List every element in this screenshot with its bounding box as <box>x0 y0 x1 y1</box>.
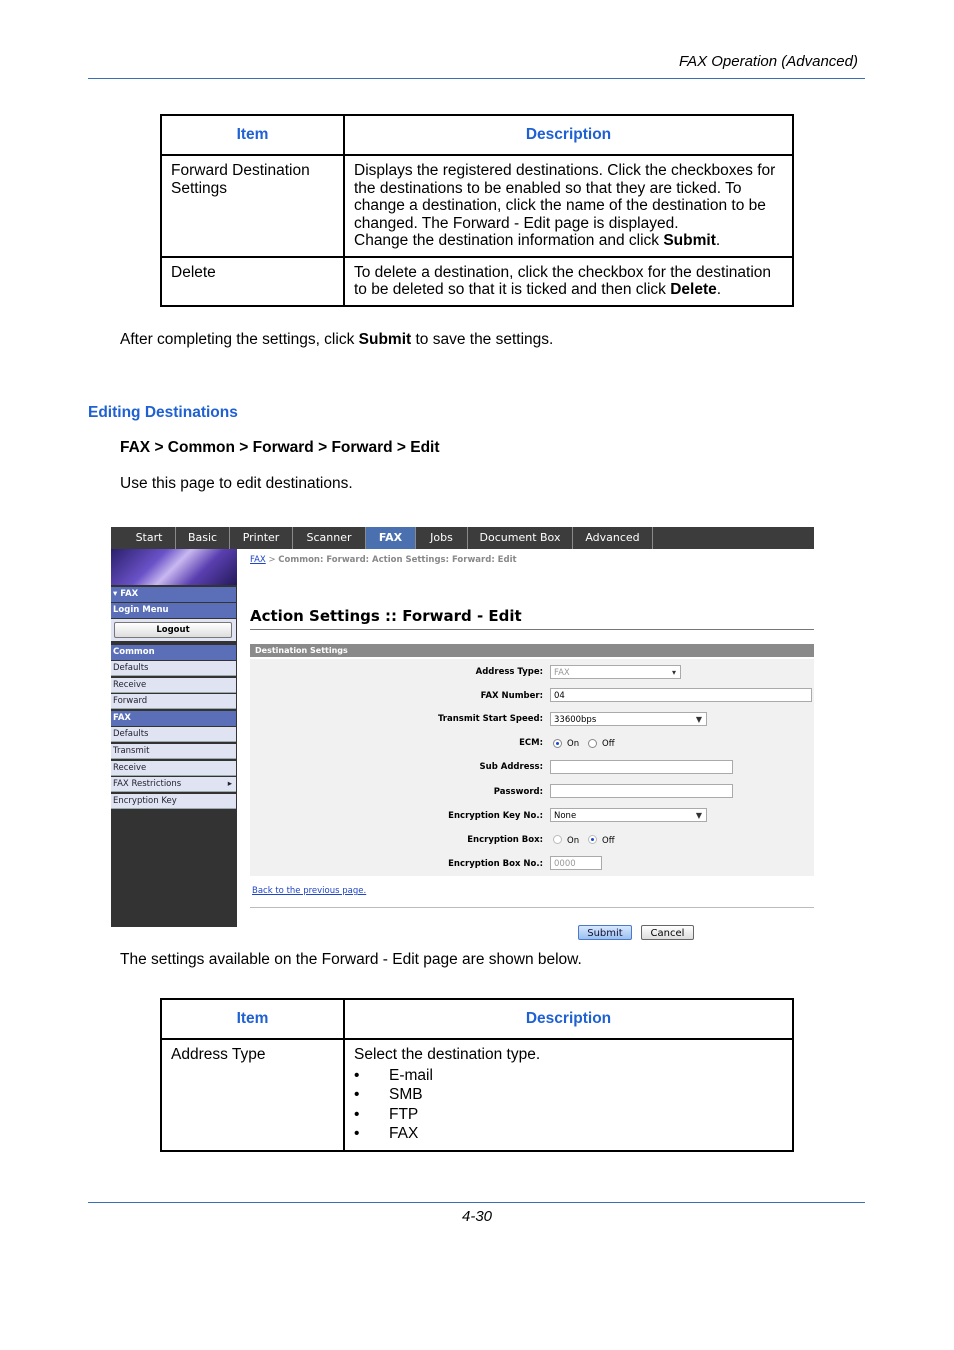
after-settings-note: After completing the settings, click Submit to save the settings. <box>120 331 554 348</box>
ecm-on-label: On <box>567 739 580 749</box>
header-rule <box>88 78 865 79</box>
col-item-header: Item <box>161 115 344 155</box>
encryption-box-on-radio[interactable] <box>553 835 562 844</box>
section-heading: Editing Destinations <box>88 404 238 421</box>
tab-basic[interactable]: Basic <box>176 527 230 549</box>
col-description-header: Description <box>344 999 793 1039</box>
caret-down-icon: ▾ <box>113 589 118 599</box>
item-cell: Address Type <box>161 1039 344 1151</box>
forward-edit-screenshot <box>111 527 814 939</box>
sidebar-login-menu: Login Menu <box>111 603 236 618</box>
ecm-off-radio[interactable] <box>588 739 597 748</box>
chevron-down-icon: ▼ <box>695 715 702 724</box>
sidebar-fax-header: ▾ FAX <box>111 587 236 602</box>
tab-scanner[interactable]: Scanner <box>293 527 366 549</box>
encryption-key-no-label: Encryption Key No.: <box>448 811 543 821</box>
transmit-speed-select[interactable]: 33600bps ▼ <box>550 712 707 726</box>
tab-fax[interactable]: FAX <box>366 527 416 549</box>
destination-settings-bar: Destination Settings <box>250 644 814 657</box>
description-cell: To delete a destination, click the checkbox for the destination to be deleted so that it is ticked and then click Delete. <box>344 257 793 306</box>
encryption-box-off-radio[interactable] <box>588 835 597 844</box>
below-text: The settings available on the Forward - Edit page are shown below. <box>120 951 582 968</box>
chevron-down-icon: ▾ <box>671 668 676 677</box>
tab-start[interactable]: Start <box>123 527 176 549</box>
description-cell: Displays the registered destinations. Click the checkboxes for the destinations to be enabled so that they are ticked. To change a destination, click the name of the destination to be changed. The Forward - Edit page is displayed. Change the destination information and click Submit. <box>344 155 793 257</box>
sidebar-item-transmit[interactable]: Transmit <box>111 744 236 759</box>
sidebar-item-fax-receive[interactable]: Receive <box>111 761 236 776</box>
page-number: 4-30 <box>461 1208 493 1225</box>
encryption-box-off-label: Off <box>602 836 615 846</box>
transmit-speed-label: Transmit Start Speed: <box>437 714 543 724</box>
fax-number-input[interactable]: 04 <box>550 688 812 702</box>
ecm-on-radio[interactable] <box>553 739 562 748</box>
arrow-right-icon: ▸ <box>227 779 232 789</box>
sidebar-item-defaults[interactable]: Defaults <box>111 661 236 676</box>
list-item: • SMB <box>354 1086 423 1103</box>
sidebar-fax-section[interactable]: FAX <box>111 711 236 726</box>
tab-printer[interactable]: Printer <box>230 527 293 549</box>
running-header: FAX Operation (Advanced) <box>679 53 858 70</box>
sidebar-item-forward[interactable]: Forward <box>111 694 236 709</box>
chevron-down-icon: ▼ <box>695 811 702 820</box>
table-row <box>161 155 793 257</box>
item-cell: Forward Destination Settings <box>161 155 344 257</box>
ecm-off-label: Off <box>602 739 615 749</box>
logout-button[interactable]: Logout <box>114 622 232 638</box>
submit-button[interactable]: Submit <box>578 925 632 940</box>
encryption-box-on-label: On <box>567 836 580 846</box>
sidebar-banner-image <box>111 549 237 585</box>
main-content <box>250 549 814 939</box>
list-item: • FTP <box>354 1105 419 1123</box>
address-type-select[interactable]: FAX ▾ <box>550 665 681 679</box>
item-cell: Delete <box>161 257 344 306</box>
fax-number-label: FAX Number: <box>480 691 543 701</box>
top-nav-bar <box>111 527 814 549</box>
sub-address-label: Sub Address: <box>479 762 543 772</box>
encryption-box-no-label: Encryption Box No.: <box>448 859 543 869</box>
back-to-previous-link[interactable]: Back to the previous page. <box>252 886 367 896</box>
list-item: • FAX <box>354 1125 419 1142</box>
sidebar-common-header[interactable]: Common <box>111 645 236 660</box>
address-type-label: Address Type: <box>475 667 543 677</box>
breadcrumb-fax-link[interactable]: FAX <box>250 555 266 565</box>
settings-table-1 <box>160 114 794 307</box>
sidebar <box>111 549 237 927</box>
page-title: Action Settings :: Forward - Edit <box>250 607 522 625</box>
address-type-list <box>354 1066 783 1144</box>
cancel-button[interactable]: Cancel <box>641 925 694 940</box>
sub-address-input[interactable] <box>550 760 733 774</box>
footer-rule <box>88 1202 865 1203</box>
password-label: Password: <box>493 787 543 797</box>
tab-advanced[interactable]: Advanced <box>573 527 653 549</box>
tab-document-box[interactable]: Document Box <box>468 527 573 549</box>
sidebar-item-fax-restrictions[interactable]: FAX Restrictions ▸ <box>111 777 236 792</box>
col-item-header: Item <box>161 999 344 1039</box>
table-row <box>161 1039 793 1151</box>
password-input[interactable] <box>550 784 733 798</box>
col-description-header: Description <box>344 115 793 155</box>
menu-path: FAX > Common > Forward > Forward > Edit <box>120 439 440 456</box>
sidebar-item-fax-defaults[interactable]: Defaults <box>111 727 236 742</box>
encryption-key-no-select[interactable]: None ▼ <box>550 808 707 822</box>
section-intro: Use this page to edit destinations. <box>120 475 353 492</box>
breadcrumb: FAX > Common: Forward: Action Settings: Forward: Edit <box>250 555 517 565</box>
description-cell: Select the destination type. • E-mail • SMB • FTP • FAX <box>344 1039 793 1151</box>
encryption-box-no-input[interactable]: 0000 <box>550 856 602 870</box>
table-row <box>161 257 793 306</box>
encryption-box-label: Encryption Box: <box>467 835 543 845</box>
tab-jobs[interactable]: Jobs <box>416 527 468 549</box>
sidebar-item-receive[interactable]: Receive <box>111 678 236 693</box>
list-item: • E-mail <box>354 1066 433 1084</box>
settings-table-2 <box>160 998 794 1152</box>
ecm-label: ECM: <box>519 738 543 748</box>
sidebar-item-encryption-key[interactable]: Encryption Key <box>111 794 236 809</box>
